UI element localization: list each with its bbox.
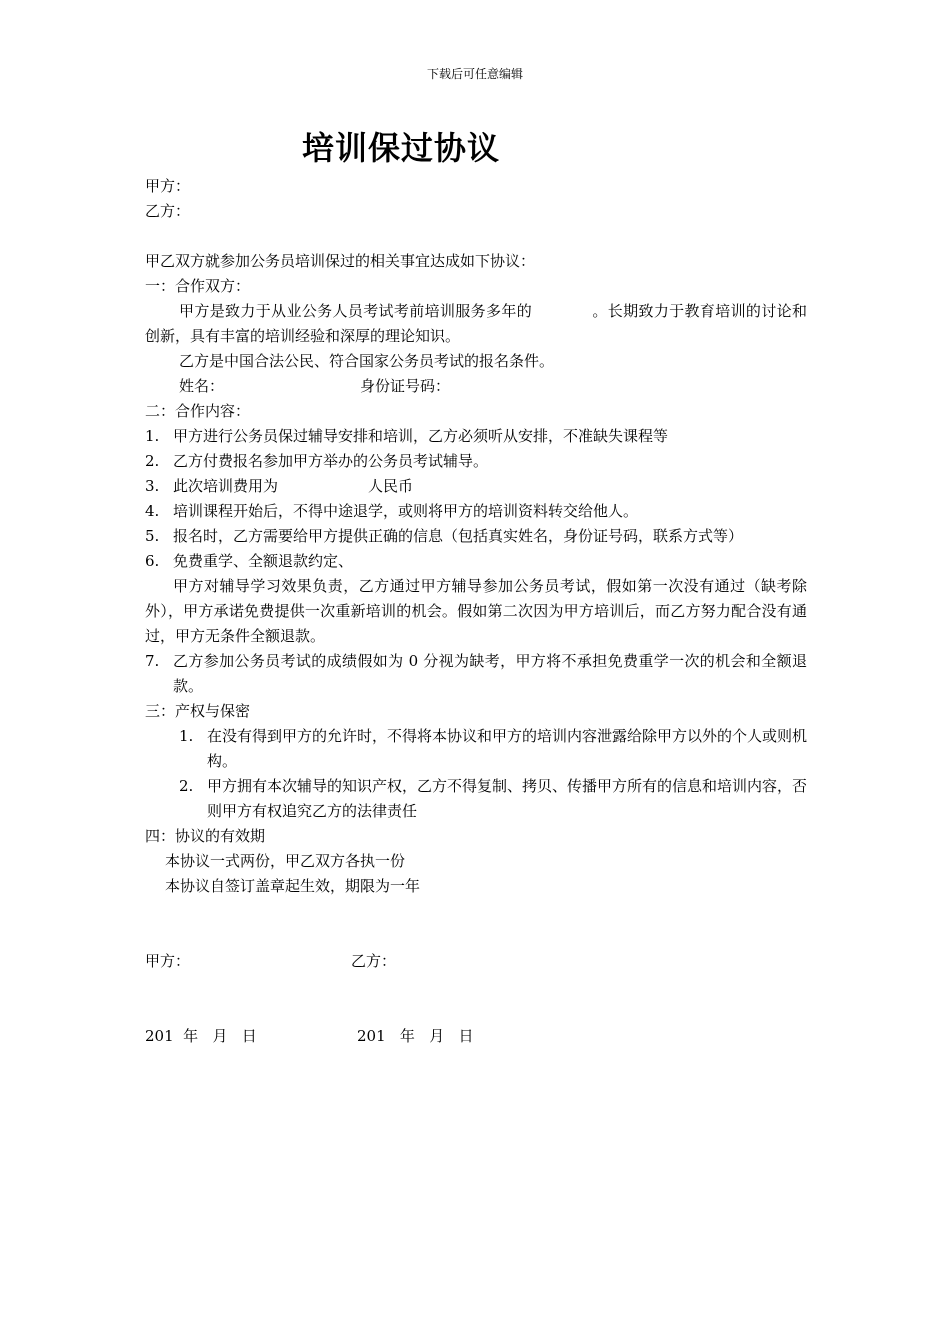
signature-row bbox=[145, 949, 807, 974]
list-item-text: 在没有得到甲方的允许时，不得将本协议和甲方的培训内容泄露给除甲方以外的个人或则机构。 bbox=[207, 727, 808, 770]
document-body bbox=[145, 174, 807, 1049]
section1-party-a-paragraph bbox=[145, 299, 807, 349]
spacer bbox=[145, 924, 807, 949]
list-item-number: 3. bbox=[145, 477, 160, 495]
list-item bbox=[145, 524, 807, 549]
name-label: 姓名： bbox=[179, 377, 225, 395]
section3-heading: 三：产权与保密 bbox=[145, 702, 251, 720]
list-item-text: 甲方拥有本次辅导的知识产权，乙方不得复制、拷贝、传播甲方所有的信息和培训内容，否则甲方有权追究乙方的法律责任 bbox=[207, 777, 808, 820]
list-item-text bbox=[173, 474, 807, 499]
date-party-b: 201 年 月 日 bbox=[357, 1027, 474, 1045]
party-a-label: 甲方： bbox=[145, 177, 191, 195]
intro-text: 甲乙双方就参加公务员培训保过的相关事宜达成如下协议： bbox=[145, 252, 536, 270]
list-item-number: 2. bbox=[179, 777, 194, 795]
date-row bbox=[145, 1024, 807, 1049]
spacer bbox=[145, 224, 807, 249]
section4-heading: 四：协议的有效期 bbox=[145, 827, 266, 845]
list-item bbox=[145, 474, 807, 499]
section2-heading: 二：合作内容： bbox=[145, 402, 251, 420]
list-item bbox=[145, 499, 807, 524]
list-item-number: 4. bbox=[145, 502, 160, 520]
section4-line2: 本协议自签订盖章起生效，期限为一年 bbox=[165, 877, 421, 895]
signature-party-a: 甲方： bbox=[145, 952, 191, 970]
signature-party-b: 乙方： bbox=[351, 952, 397, 970]
currency-label: 人民币 bbox=[368, 477, 414, 495]
spacer bbox=[145, 999, 807, 1024]
document-title: 培训保过协议 bbox=[302, 129, 501, 167]
list-item bbox=[145, 649, 807, 699]
section1-party-b-paragraph: 乙方是中国合法公民、符合国家公务员考试的报名条件。 bbox=[179, 352, 555, 370]
spacer bbox=[145, 899, 807, 924]
section1-para-a-part2: 。长期致力于教育培训的讨论和创新，具有丰富的培训经验和深厚的理论知识。 bbox=[145, 302, 807, 345]
list-item-text: 培训课程开始后，不得中途退学，或则将甲方的培训资料转交给他人。 bbox=[173, 502, 639, 520]
list-item-number: 5. bbox=[145, 527, 160, 545]
list-item bbox=[145, 449, 807, 474]
list-item-text: 甲方进行公务员保过辅导安排和培训，乙方必须听从安排，不准缺失课程等 bbox=[173, 427, 669, 445]
party-b-label: 乙方： bbox=[145, 202, 191, 220]
list-item-number: 1. bbox=[145, 427, 160, 445]
fee-label: 此次培训费用为 bbox=[173, 477, 279, 495]
date-party-a: 201 年 月 日 bbox=[145, 1027, 257, 1045]
section1-name-id-line bbox=[145, 374, 807, 399]
list-item-number: 7. bbox=[145, 652, 160, 670]
spacer bbox=[145, 974, 807, 999]
list-item bbox=[145, 774, 807, 824]
list-item-text: 乙方参加公务员考试的成绩假如为 0 分视为缺考，甲方将不承担免费重学一次的机会和全额退款。 bbox=[173, 652, 807, 695]
list-item bbox=[145, 724, 807, 774]
id-label: 身份证号码： bbox=[360, 377, 451, 395]
header-note: 下载后可任意编辑 bbox=[426, 67, 523, 81]
list-item-number: 6. bbox=[145, 552, 160, 570]
list-item bbox=[145, 549, 807, 574]
list-item-number: 2. bbox=[145, 452, 160, 470]
list-item-text: 乙方付费报名参加甲方举办的公务员考试辅导。 bbox=[173, 452, 489, 470]
list-item-text: 免费重学、全额退款约定、 bbox=[173, 552, 354, 570]
list-item bbox=[145, 424, 807, 449]
section4-line1: 本协议一式两份，甲乙双方各执一份 bbox=[165, 852, 406, 870]
item6-paragraph: 甲方对辅导学习效果负责，乙方通过甲方辅导参加公务员考试，假如第一次没有通过（缺考除外），甲方承诺免费提供一次重新培训的机会。假如第二次因为甲方培训后，而乙方努力配合没有通过，甲方无条件全额退款。 bbox=[145, 577, 807, 645]
list-item-text: 报名时，乙方需要给甲方提供正确的信息（包括真实姓名，身份证号码，联系方式等） bbox=[173, 527, 744, 545]
section1-para-a-part1: 甲方是致力于从业公务人员考试考前培训服务多年的 bbox=[179, 302, 533, 320]
list-item-number: 1. bbox=[179, 727, 194, 745]
section1-heading: 一：合作双方： bbox=[145, 277, 251, 295]
